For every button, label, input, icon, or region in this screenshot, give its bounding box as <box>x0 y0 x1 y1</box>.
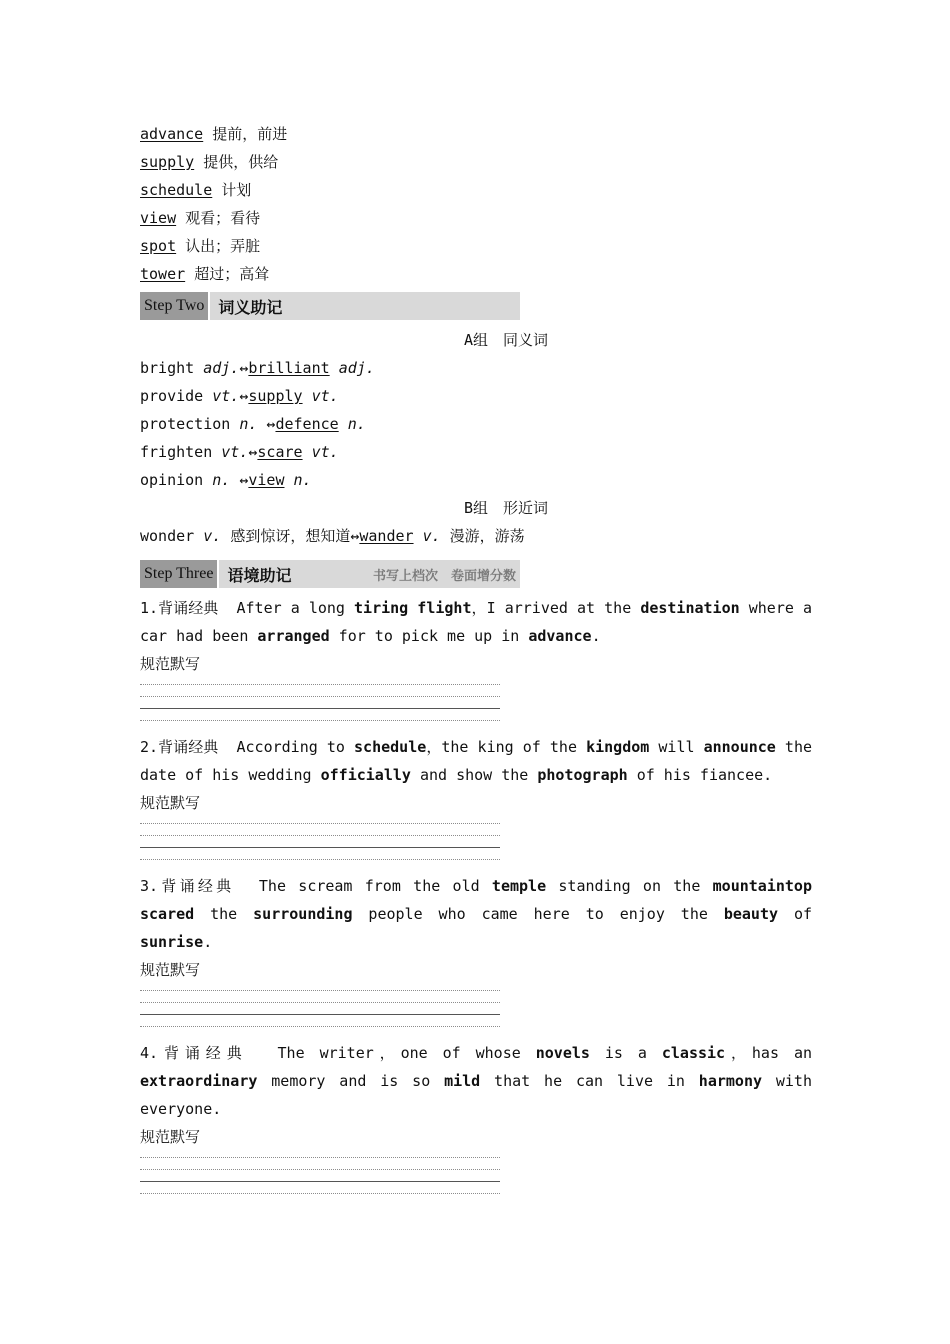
item-number: 2. <box>140 738 159 756</box>
recite-item <box>140 872 812 1027</box>
sentence-text: with everyone. <box>140 1072 812 1118</box>
recite-sentence <box>140 1039 812 1123</box>
vocab-item <box>140 176 812 204</box>
key-word: surrounding <box>253 905 353 923</box>
synonym-row <box>140 354 812 382</box>
key-word: officially <box>320 766 411 784</box>
key-word: classic <box>661 1044 726 1062</box>
key-word: tiring flight <box>354 599 472 617</box>
key-word: extraordinary <box>140 1072 258 1090</box>
arrow-icon: ↔ <box>239 359 249 377</box>
sentence-text: people who came here to enjoy the <box>352 905 724 923</box>
vocab-item <box>140 260 812 288</box>
sentence-text: will <box>649 738 704 756</box>
word-meaning: 漫游，游荡 <box>449 527 525 545</box>
step-three-tag: Step Three <box>140 560 217 588</box>
recite-label: 背诵经典 <box>158 877 235 895</box>
vocab-word: view <box>140 209 177 227</box>
part-of-speech: n. <box>293 471 312 489</box>
writing-line <box>140 1193 500 1194</box>
writing-line <box>140 696 500 697</box>
sentence-text: standing on the <box>546 877 713 895</box>
word-meaning: 感到惊讶，想知道 <box>230 527 351 545</box>
vocab-item <box>140 120 812 148</box>
write-label: 规范默写 <box>140 655 201 673</box>
writing-line <box>140 823 500 824</box>
context-items <box>140 594 812 1194</box>
vocab-word: schedule <box>140 181 213 199</box>
vocab-item <box>140 204 812 232</box>
writing-area[interactable] <box>140 1157 500 1194</box>
synonym-word: provide <box>140 387 204 405</box>
sentence-text: ，I arrived at the <box>471 599 641 617</box>
synonym-list <box>140 354 812 494</box>
recite-item <box>140 1039 812 1194</box>
writing-line <box>140 684 500 685</box>
item-number: 4. <box>140 1044 159 1062</box>
sentence-text: and show the <box>410 766 538 784</box>
sentence-text: the date of his wedding <box>140 738 813 784</box>
step-three-header <box>140 560 520 588</box>
synonym-word: frighten <box>140 443 213 461</box>
step-three-subtitle: 书写上档次 卷面增分数 <box>372 568 516 584</box>
sentence-text: memory and is so <box>257 1072 445 1090</box>
writing-area[interactable] <box>140 990 500 1027</box>
recite-label: 背诵经典 <box>158 599 219 617</box>
vocab-meaning: 提供，供给 <box>203 153 279 171</box>
synonym-row <box>140 438 812 466</box>
step-two-title <box>208 292 520 320</box>
sentence-text: The scream from the old <box>258 877 492 895</box>
synonym-row <box>140 382 812 410</box>
sentence-text: where a car had been <box>140 599 812 645</box>
similar-answer: wander <box>359 527 414 545</box>
writing-line <box>140 1181 500 1182</box>
synonym-word: opinion <box>140 471 204 489</box>
sentence-text: ，has an <box>725 1044 813 1062</box>
key-word: sunrise <box>140 933 204 951</box>
writing-line <box>140 835 500 836</box>
arrow-icon: ↔ <box>257 415 276 433</box>
recite-label: 背诵经典 <box>158 738 219 756</box>
part-of-speech: adj. <box>203 359 240 377</box>
writing-line <box>140 859 500 860</box>
worksheet-page <box>140 120 812 1206</box>
part-of-speech: n. <box>239 415 258 433</box>
recite-item <box>140 594 812 721</box>
key-word: destination <box>640 599 740 617</box>
vocab-word: advance <box>140 125 204 143</box>
key-word: mild <box>444 1072 481 1090</box>
recite-sentence <box>140 733 812 789</box>
arrow-icon: ↔ <box>230 471 249 489</box>
synonym-row <box>140 410 812 438</box>
step-two-title-text: 词义助记 <box>218 297 283 317</box>
sentence-text: the <box>194 905 254 923</box>
key-word: temple <box>491 877 547 895</box>
vocab-word: supply <box>140 153 195 171</box>
sentence-text: According to <box>236 738 355 756</box>
sentence-text: . <box>203 933 213 951</box>
synonym-answer: supply <box>248 387 303 405</box>
sentence-text: After a long <box>236 599 355 617</box>
writing-line <box>140 1157 500 1158</box>
step-three-title-text: 语境助记 <box>227 565 292 585</box>
recite-item <box>140 733 812 860</box>
synonym-answer: brilliant <box>248 359 330 377</box>
key-word: novels <box>535 1044 590 1062</box>
write-label: 规范默写 <box>140 794 201 812</box>
writing-line <box>140 1026 500 1027</box>
step-two-tag: Step Two <box>140 292 208 320</box>
writing-area[interactable] <box>140 684 500 721</box>
key-word: kingdom <box>586 738 650 756</box>
key-word: schedule <box>354 738 427 756</box>
key-word: mountaintop scared <box>140 877 812 923</box>
vocab-meaning: 提前，前进 <box>212 125 288 143</box>
key-word: beauty <box>723 905 779 923</box>
sentence-text: The writer，one of whose <box>277 1044 536 1062</box>
part-of-speech: vt. <box>221 443 249 461</box>
part-of-speech: vt. <box>311 387 339 405</box>
synonym-row <box>140 466 812 494</box>
vocab-list <box>140 120 812 288</box>
sentence-text: for to pick me up in <box>329 627 529 645</box>
writing-line <box>140 990 500 991</box>
recite-sentence <box>140 594 812 650</box>
sentence-text: of his fiancee. <box>627 766 773 784</box>
synonym-word: bright <box>140 359 195 377</box>
recite-sentence <box>140 872 812 956</box>
sentence-text: is a <box>589 1044 662 1062</box>
part-of-speech: n. <box>212 471 231 489</box>
sentence-text: ，the king of the <box>426 738 587 756</box>
key-word: announce <box>703 738 776 756</box>
similar-word: wonder <box>140 527 195 545</box>
writing-line <box>140 708 500 709</box>
part-of-speech: v. <box>203 527 222 545</box>
part-of-speech: n. <box>347 415 366 433</box>
vocab-word: spot <box>140 237 177 255</box>
writing-line <box>140 720 500 721</box>
synonym-answer: scare <box>257 443 303 461</box>
synonym-answer: view <box>248 471 285 489</box>
key-word: advance <box>528 627 592 645</box>
sentence-text: . <box>591 627 601 645</box>
vocab-meaning: 计划 <box>221 181 252 199</box>
vocab-meaning: 超过；高耸 <box>194 265 270 283</box>
vocab-item <box>140 148 812 176</box>
writing-line <box>140 1002 500 1003</box>
arrow-icon: ↔ <box>350 527 360 545</box>
vocab-word: tower <box>140 265 186 283</box>
write-label: 规范默写 <box>140 1128 201 1146</box>
vocab-meaning: 认出；弄脏 <box>185 237 261 255</box>
part-of-speech: vt. <box>212 387 240 405</box>
similar-form-row <box>140 522 812 550</box>
key-word: harmony <box>698 1072 763 1090</box>
part-of-speech: adj. <box>338 359 375 377</box>
sentence-text: of <box>778 905 813 923</box>
vocab-item <box>140 232 812 260</box>
write-label: 规范默写 <box>140 961 201 979</box>
item-number: 3. <box>140 877 159 895</box>
group-b-title: B组 形近词 <box>463 499 549 517</box>
writing-area[interactable] <box>140 823 500 860</box>
key-word: arranged <box>257 627 330 645</box>
writing-line <box>140 847 500 848</box>
synonym-answer: defence <box>275 415 339 433</box>
vocab-meaning: 观看；看待 <box>185 209 261 227</box>
group-a-title: A组 同义词 <box>463 331 549 349</box>
writing-line <box>140 1014 500 1015</box>
key-word: photograph <box>537 766 628 784</box>
sentence-text: that he can live in <box>480 1072 699 1090</box>
item-number: 1. <box>140 599 159 617</box>
writing-line <box>140 1169 500 1170</box>
synonym-word: protection <box>140 415 231 433</box>
arrow-icon: ↔ <box>239 387 249 405</box>
part-of-speech: vt. <box>311 443 339 461</box>
recite-label: 背诵经典 <box>158 1044 248 1062</box>
step-three-title <box>217 560 520 588</box>
arrow-icon: ↔ <box>248 443 258 461</box>
step-two-header <box>140 292 520 320</box>
part-of-speech: v. <box>422 527 441 545</box>
